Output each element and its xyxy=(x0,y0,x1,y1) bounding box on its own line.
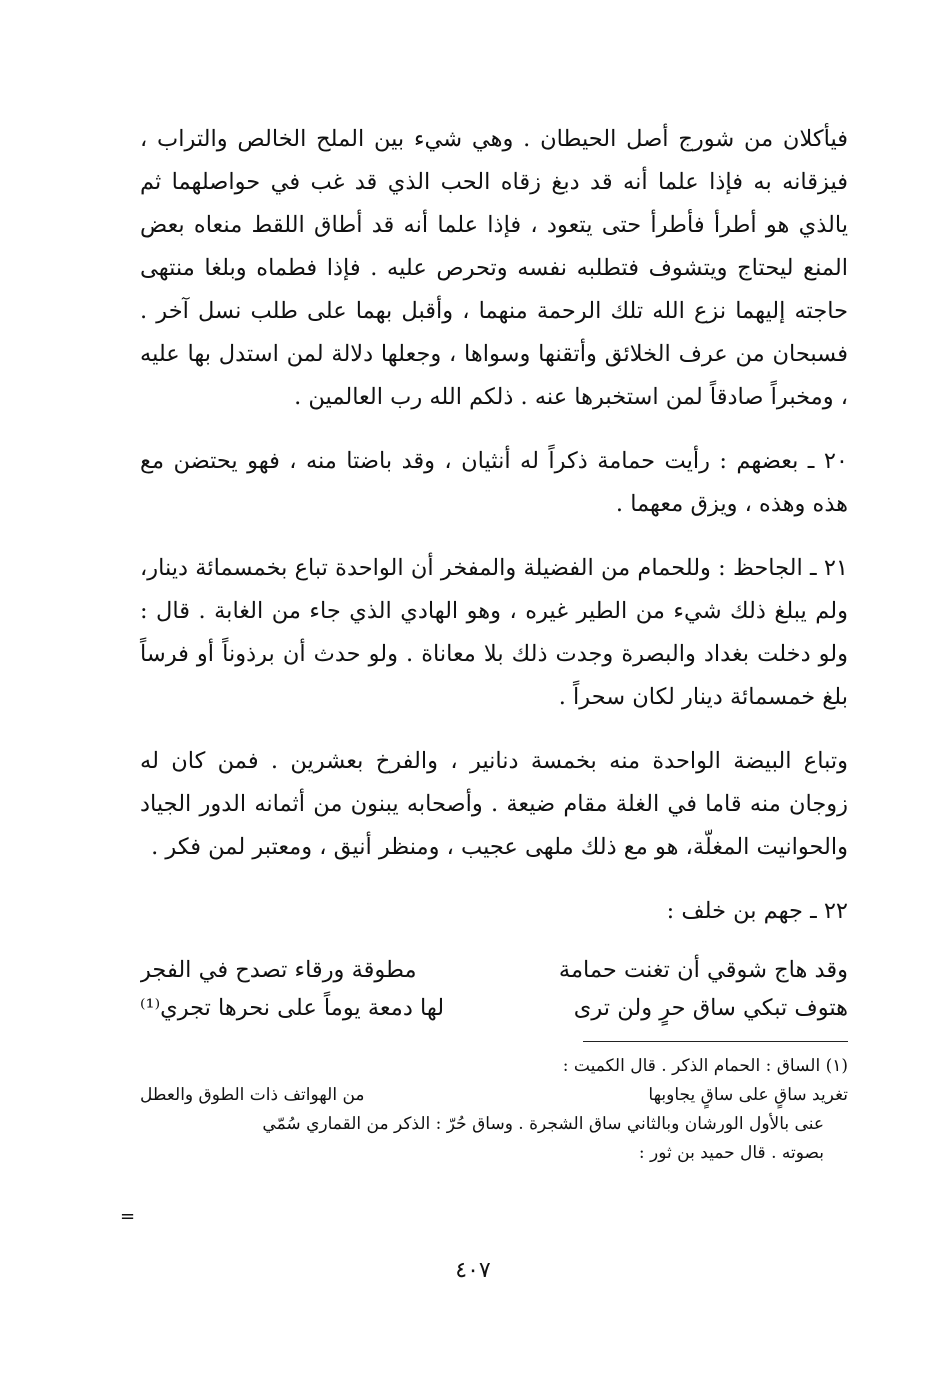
poem-verse xyxy=(140,951,848,989)
continuation-mark: = xyxy=(120,1206,136,1227)
paragraph-entry-21: ٢١ ـ الجاحظ : وللحمام من الفضيلة والمفخر أن الواحدة تباع بخمسمائة دينار، ولم يبلغ ذلك شيء من الطير غيره ، وهو الهادي الذي جاء من الغابة . قال : ولو دخلت بغداد والبصرة وجدت ذلك بلا معاناة . ولو حدث أن برذوناً أو فرساً بلغ خمسمائة دينار لكان سحراً . xyxy=(140,555,848,710)
poem xyxy=(140,951,848,1027)
poem-hemistich-first: وقد هاج شوقي أن تغنت حمامة xyxy=(558,957,848,983)
paragraph-entry-20: ٢٠ ـ بعضهم : رأيت حمامة ذكراً له أنثيان ، وقد باضتا منه ، فهو يحتضن مع هذه وهذه ، ويزق معهما . xyxy=(140,448,848,517)
footnote xyxy=(140,1052,848,1168)
poem-verse xyxy=(140,989,848,1027)
footnote-divider xyxy=(583,1041,848,1042)
poem-hemistich-first: هتوف تبكي ساق حرٍ ولن ترى xyxy=(573,995,848,1021)
entry-22-heading: ٢٢ ـ جهم بن خلف : xyxy=(666,898,848,924)
paragraph-entry-21-continued: وتباع البيضة الواحدة منه بخمسة دنانير ، والفرخ بعشرين . فمن كان له زوجان منه قاما في الغلة مقام ضيعة . وأصحابه يبنون من أثمانه الدور الجياد والحوانيت المغلّة، هو مع ذلك ملهى عجيب ، ومنظر أنيق ، ومعتبر لمن فكر . xyxy=(140,748,848,860)
page-body xyxy=(140,118,848,1168)
page-number: ٤٠٧ xyxy=(455,1258,491,1283)
footnote-line: (١) الساق : الحمام الذكر . قال الكميت : xyxy=(562,1056,848,1076)
footnote-verse xyxy=(140,1081,848,1110)
paragraph-intro: فيأكلان من شورج أصل الحيطان . وهي شيء بين الملح الخالص والتراب ، فيزقانه به فإذا علما أنه قد دبغ زقاه الحب الذي قد غب في حواصلهما ثم يالذي هو أطرأ فأطرأ حتى يتعود ، فإذا علما أنه قد أطاق اللقط منعاه بعض المنع ليحتاج ويتشوف فتطلبه نفسه وتحرص عليه . فإذا فطماه وبلغا منتهى حاجته إليهما نزع الله تلك الرحمة منهما ، وأقبل بهما على طلب نسل آخر . فسبحان من عرف الخلائق وأتقنها وسواها ، وجعلها دلالة لمن استدل بها عليه ، ومخبراً صادقاً لمن استخبرها عنه . ذلكم الله رب العالمين . xyxy=(140,126,848,410)
footnote-hemistich-second: من الهواتف ذات الطوق والعطل xyxy=(140,1085,365,1105)
footnote-hemistich-first: تغريد ساقٍ على ساقٍ يجاوبها xyxy=(648,1085,848,1105)
footnote-line: بصوته . قال حميد بن ثور : xyxy=(638,1143,824,1163)
footnote-line: عنى بالأول الورشان وبالثاني ساق الشجرة . وساق حُرّ : الذكر من القماري سُمّي xyxy=(262,1114,824,1134)
poem-hemistich-second: لها دمعة يوماً على نحرها تجري⁽¹⁾ xyxy=(140,995,445,1021)
poem-hemistich-second: مطوقة ورقاء تصدح في الفجر xyxy=(140,957,417,983)
